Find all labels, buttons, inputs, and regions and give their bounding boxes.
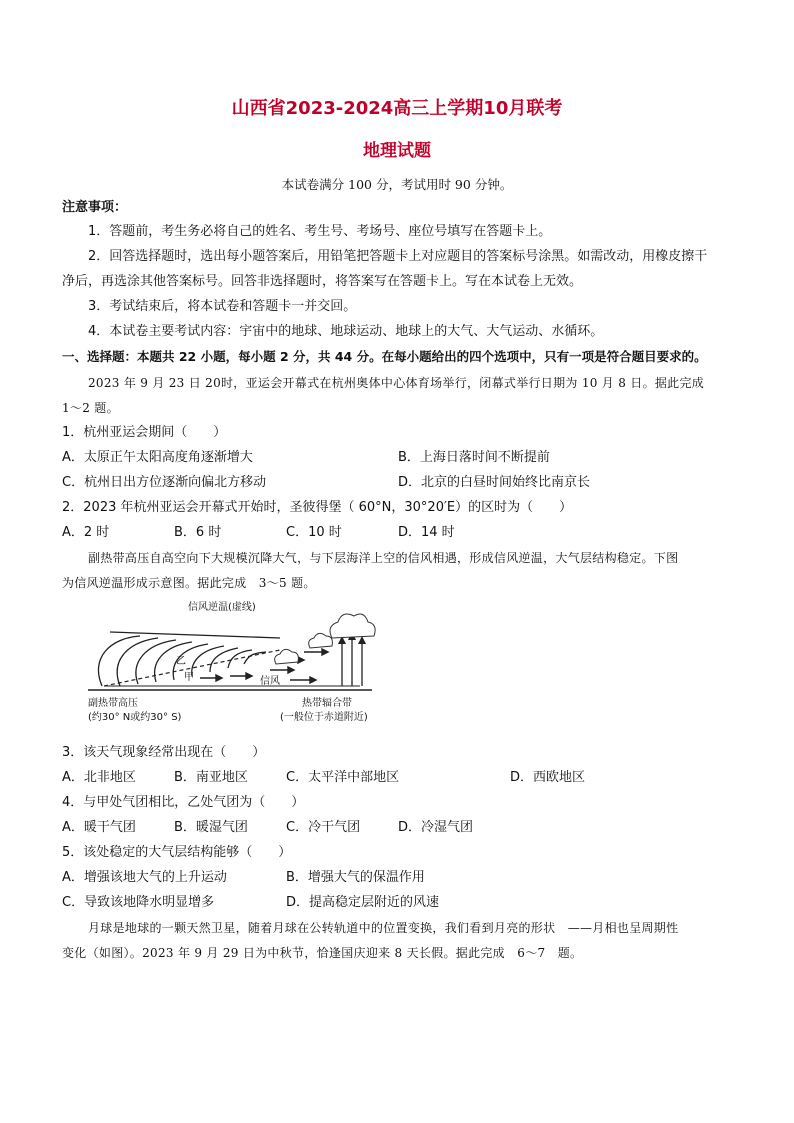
- passage-3b: 变化（如图）。2023 年 9 月 29 日为中秋节，恰逢国庆迎来 8 天长假。据此完成 6～7 题。: [62, 946, 583, 960]
- figure-label-subtropical-high-lat: (约30° N或约30° S): [88, 712, 182, 723]
- passage-2b: 为信风逆温形成示意图。据此完成 3～5 题。: [62, 576, 316, 590]
- q2-option-a: A．2 时: [62, 525, 110, 540]
- q5-option-b: B．增强大气的保温作用: [286, 870, 425, 885]
- passage-3a: 月球是地球的一颗天然卫星，随着月球在公转轨道中的位置变换，我们看到月亮的形状 ——月相也呈周期性: [88, 921, 679, 935]
- exam-info: 本试卷满分 100 分，考试用时 90 分钟。: [281, 177, 513, 192]
- q4-option-c: C．冷干气团: [286, 820, 361, 835]
- figure-label-jia: 甲: [184, 672, 194, 683]
- q5-stem: 5．该处稳定的大气层结构能够（ ）: [62, 845, 292, 860]
- q2-stem: 2．2023 年杭州亚运会开幕式开始时，圣彼得堡（ 60°N，30°20′E）的区时为（ ）: [62, 500, 573, 515]
- q2-option-c: C．10 时: [286, 525, 342, 540]
- q3-option-c: C．太平洋中部地区: [286, 770, 400, 785]
- figure-label-inversion: 信风逆温(虚线): [188, 602, 256, 613]
- q3-option-a: A．北非地区: [62, 770, 136, 785]
- figure-label-itcz-note: (一般位于赤道附近): [280, 712, 368, 723]
- inversion-diagram: [80, 598, 380, 726]
- q5-option-a: A．增强该地大气的上升运动: [62, 870, 227, 885]
- q1-option-d: D．北京的白昼时间始终比南京长: [398, 475, 591, 490]
- note-4: 4．本试卷主要考试内容：宇宙中的地球、地球运动、地球上的大气、大气运动、水循环。: [88, 324, 604, 339]
- figure-label-yi: 乙: [176, 656, 186, 667]
- q5-option-d: D．提高稳定层附近的风速: [286, 895, 440, 910]
- exam-title: 山西省2023-2024高三上学期10月联考: [231, 98, 563, 119]
- notes-heading: 注意事项：: [62, 200, 128, 215]
- note-1: 1．答题前，考生务必将自己的姓名、考生号、考场号、座位号填写在答题卡上。: [88, 224, 552, 239]
- trade-wind-inversion-figure: [80, 598, 380, 726]
- q1-option-a: A．太原正午太阳高度角逐渐增大: [62, 450, 253, 465]
- note-3: 3．考试结束后，将本试卷和答题卡一并交回。: [88, 299, 357, 314]
- q4-stem: 4．与甲处气团相比，乙处气团为（ ）: [62, 795, 305, 810]
- passage-2a: 副热带高压自高空向下大规模沉降大气，与下层海洋上空的信风相遇，形成信风逆温，大气层结构稳定。下图: [88, 551, 679, 565]
- q3-option-d: D．西欧地区: [510, 770, 586, 785]
- q2-option-d: D．14 时: [398, 525, 455, 540]
- q4-option-a: A．暖干气团: [62, 820, 136, 835]
- q4-option-d: D．冷湿气团: [398, 820, 474, 835]
- passage-1b: 1～2 题。: [62, 401, 119, 415]
- q4-option-b: B．暖湿气团: [174, 820, 248, 835]
- subject-title: 地理试题: [363, 141, 431, 161]
- note-2a: 2．回答选择题时，选出每小题答案后，用铅笔把答题卡上对应题目的答案标号涂黑。如需改动，用橡皮擦干: [88, 249, 708, 264]
- note-2b: 净后，再选涂其他答案标号。回答非选择题时，将答案写在答题卡上。写在本试卷上无效。: [62, 274, 583, 289]
- q5-option-c: C．导致该地降水明显增多: [62, 895, 215, 910]
- q1-option-b: B．上海日落时间不断提前: [398, 450, 550, 465]
- q3-stem: 3．该天气现象经常出现在（ ）: [62, 745, 266, 760]
- q1-option-c: C．杭州日出方位逐渐向偏北方移动: [62, 475, 267, 490]
- passage-1a: 2023 年 9 月 23 日 20时，亚运会开幕式在杭州奥体中心体育场举行，闭幕式举行日期为 10 月 8 日。据此完成: [88, 376, 705, 390]
- figure-label-itcz: 热带辐合带: [302, 698, 352, 709]
- figure-label-subtropical-high: 副热带高压: [88, 698, 138, 709]
- q2-option-b: B．6 时: [174, 525, 222, 540]
- q3-option-b: B．南亚地区: [174, 770, 248, 785]
- section-1-heading: 一、选择题：本题共 22 小题，每小题 2 分，共 44 分。在每小题给出的四个选项中，只有一项是符合题目要求的。: [62, 349, 707, 364]
- q1-stem: 1．杭州亚运会期间（ ）: [62, 425, 227, 440]
- figure-label-trade: 信风: [260, 676, 280, 687]
